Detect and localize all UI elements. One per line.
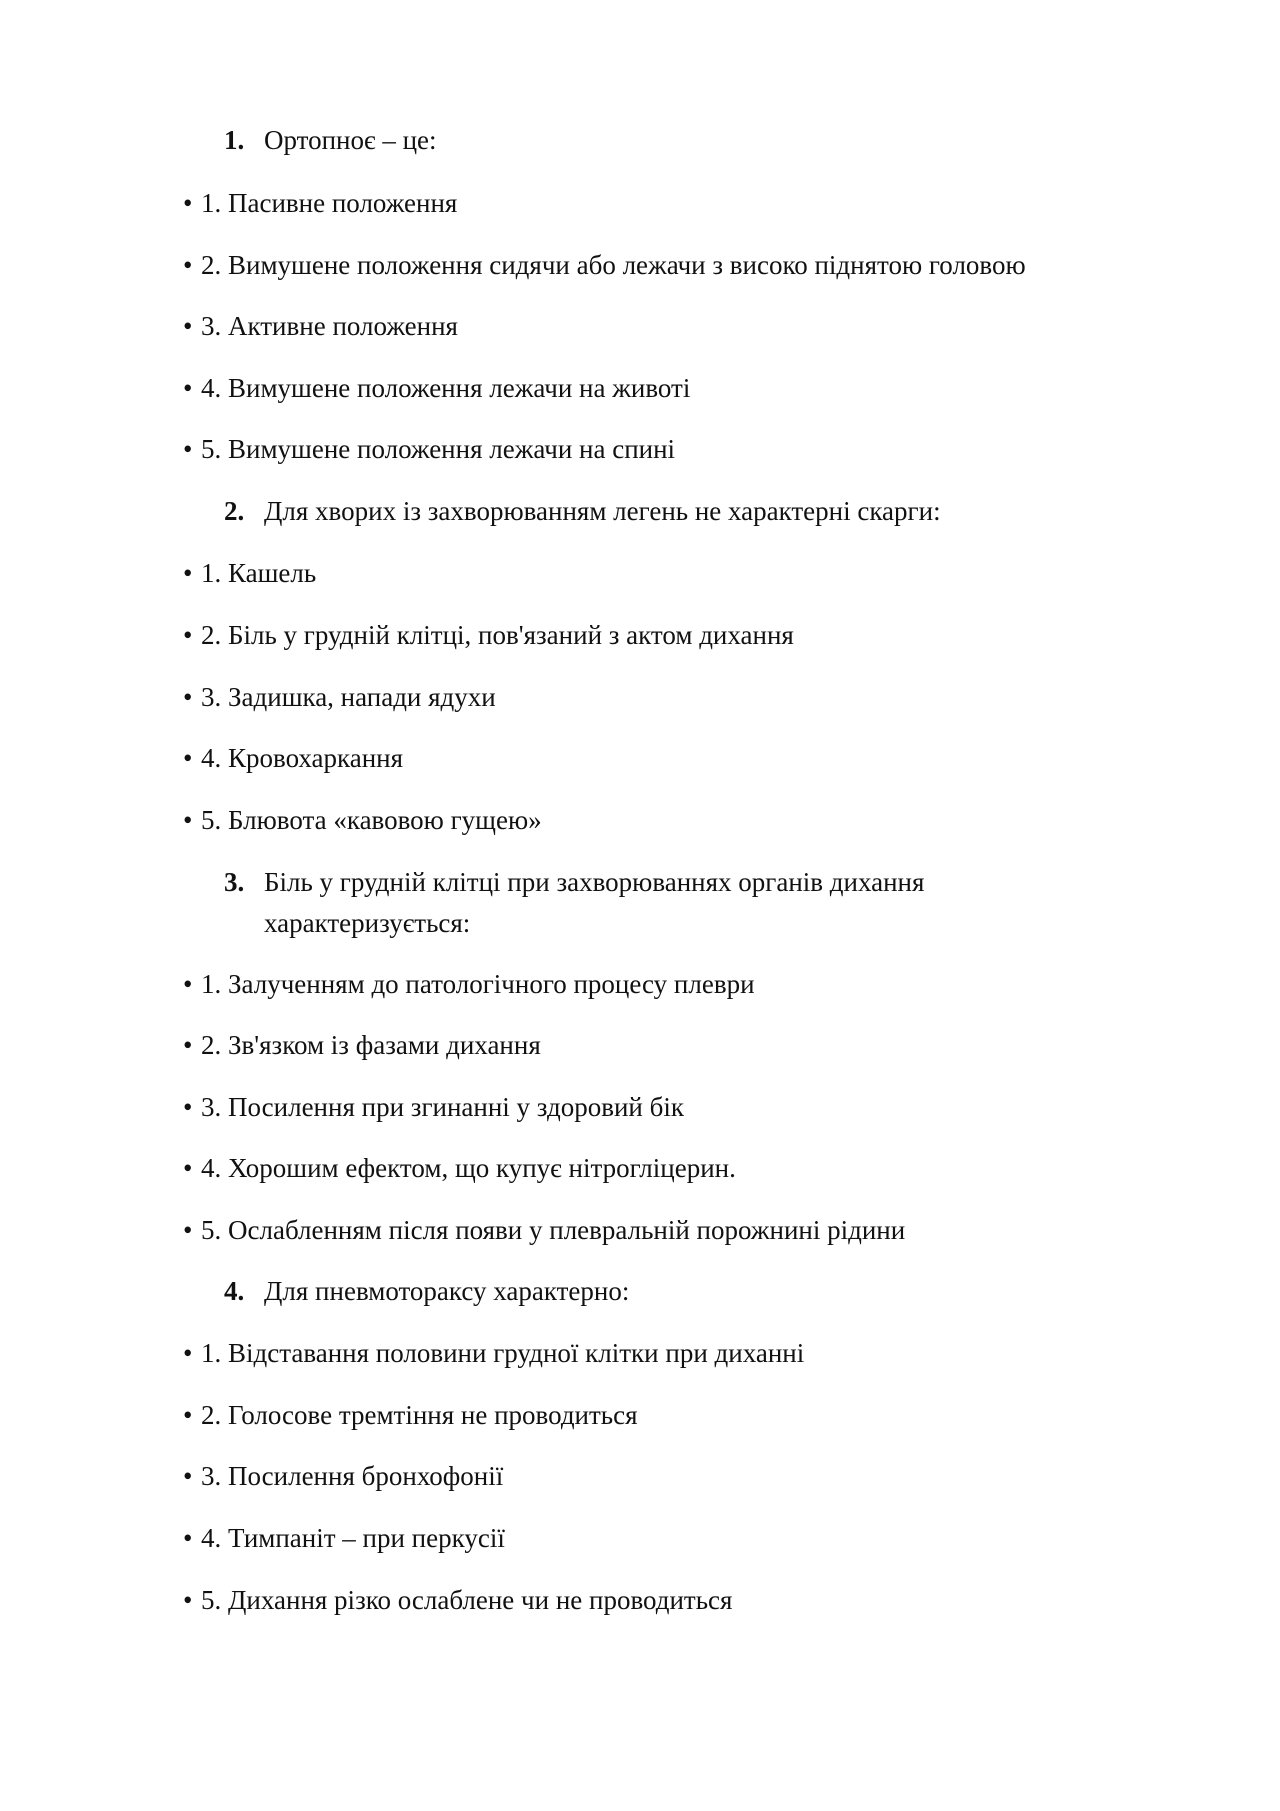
answer-option [183,1520,1183,1556]
answer-option-text: 1. Залученням до патологічного процесу плеври [201,969,755,999]
bullet-icon: • [183,1461,193,1491]
answer-option-text: 1. Пасивне положення [201,188,458,218]
answer-option-text: 1. Кашель [201,558,317,588]
answer-option [183,1150,1183,1186]
answer-option-text: 3. Посилення бронхофонії [201,1461,504,1491]
bullet-icon: • [183,1400,193,1430]
answer-option [183,308,1183,344]
bullet-icon: • [183,373,193,403]
bullet-icon: • [183,188,193,218]
answer-option [183,1335,1183,1371]
question-text: Ортопноє – це: [264,125,437,155]
question-number: 3. [224,867,245,897]
answer-option-text: 3. Активне положення [201,311,458,341]
answer-option [183,247,1183,283]
bullet-icon: • [183,311,193,341]
bullet-icon: • [183,805,193,835]
bullet-icon: • [183,1030,193,1060]
answer-option-text: 4. Вимушене положення лежачи на животі [201,373,691,403]
answer-option-text: 5. Ослабленням після появи у плевральній порожнині рідини [201,1215,906,1245]
answer-option-text: 2. Зв'язком із фазами дихання [201,1030,541,1060]
answer-option-text: 2. Вимушене положення сидячи або лежачи з високо піднятою головою [201,250,1026,280]
answer-option [183,740,1183,776]
answer-option [183,431,1183,467]
bullet-icon: • [183,558,193,588]
answer-option [183,679,1183,715]
answer-option [183,1458,1183,1494]
question-number: 2. [224,496,245,526]
answer-option [183,1089,1183,1125]
bullet-icon: • [183,1092,193,1122]
answer-option-text: 4. Хорошим ефектом, що купує нітрогліцерин. [201,1153,736,1183]
answer-option-text: 2. Голосове тремтіння не проводиться [201,1400,638,1430]
question-3 [224,862,1084,944]
question-number: 1. [224,125,245,155]
question-text: Для пневмотораксу характерно: [264,1276,630,1306]
answer-option-text: 4. Тимпаніт – при перкусії [201,1523,505,1553]
bullet-icon: • [183,1338,193,1368]
bullet-icon: • [183,1585,193,1615]
question-4 [224,1271,1084,1312]
question-1 [224,120,1084,161]
answer-option [183,966,1183,1002]
bullet-icon: • [183,1153,193,1183]
answer-option [183,802,1183,838]
question-text: Для хворих із захворюванням легень не характерні скарги: [264,496,941,526]
bullet-icon: • [183,1215,193,1245]
answer-option-text: 3. Посилення при згинанні у здоровий бік [201,1092,684,1122]
answer-option [183,555,1183,591]
answer-option [183,1212,1183,1248]
answer-option [183,617,1183,653]
answer-option [183,1582,1183,1618]
answer-option-text: 5. Дихання різко ослаблене чи не проводиться [201,1585,733,1615]
answer-option [183,1397,1183,1433]
answer-option-text: 3. Задишка, напади ядухи [201,682,496,712]
answer-option-text: 1. Відставання половини грудної клітки при диханні [201,1338,805,1368]
bullet-icon: • [183,250,193,280]
question-text: Біль у грудній клітці при захворюваннях органів дихання характеризується: [264,867,925,938]
bullet-icon: • [183,743,193,773]
bullet-icon: • [183,682,193,712]
answer-option-text: 5. Вимушене положення лежачи на спині [201,434,676,464]
answer-option [183,185,1183,221]
question-2 [224,491,1084,532]
answer-option-text: 5. Блювота «кавовою гущею» [201,805,542,835]
bullet-icon: • [183,620,193,650]
answer-option [183,370,1183,406]
question-number: 4. [224,1276,245,1306]
answer-option-text: 2. Біль у грудній клітці, пов'язаний з актом дихання [201,620,794,650]
bullet-icon: • [183,1523,193,1553]
answer-option-text: 4. Кровохаркання [201,743,404,773]
answer-option [183,1027,1183,1063]
bullet-icon: • [183,434,193,464]
bullet-icon: • [183,969,193,999]
